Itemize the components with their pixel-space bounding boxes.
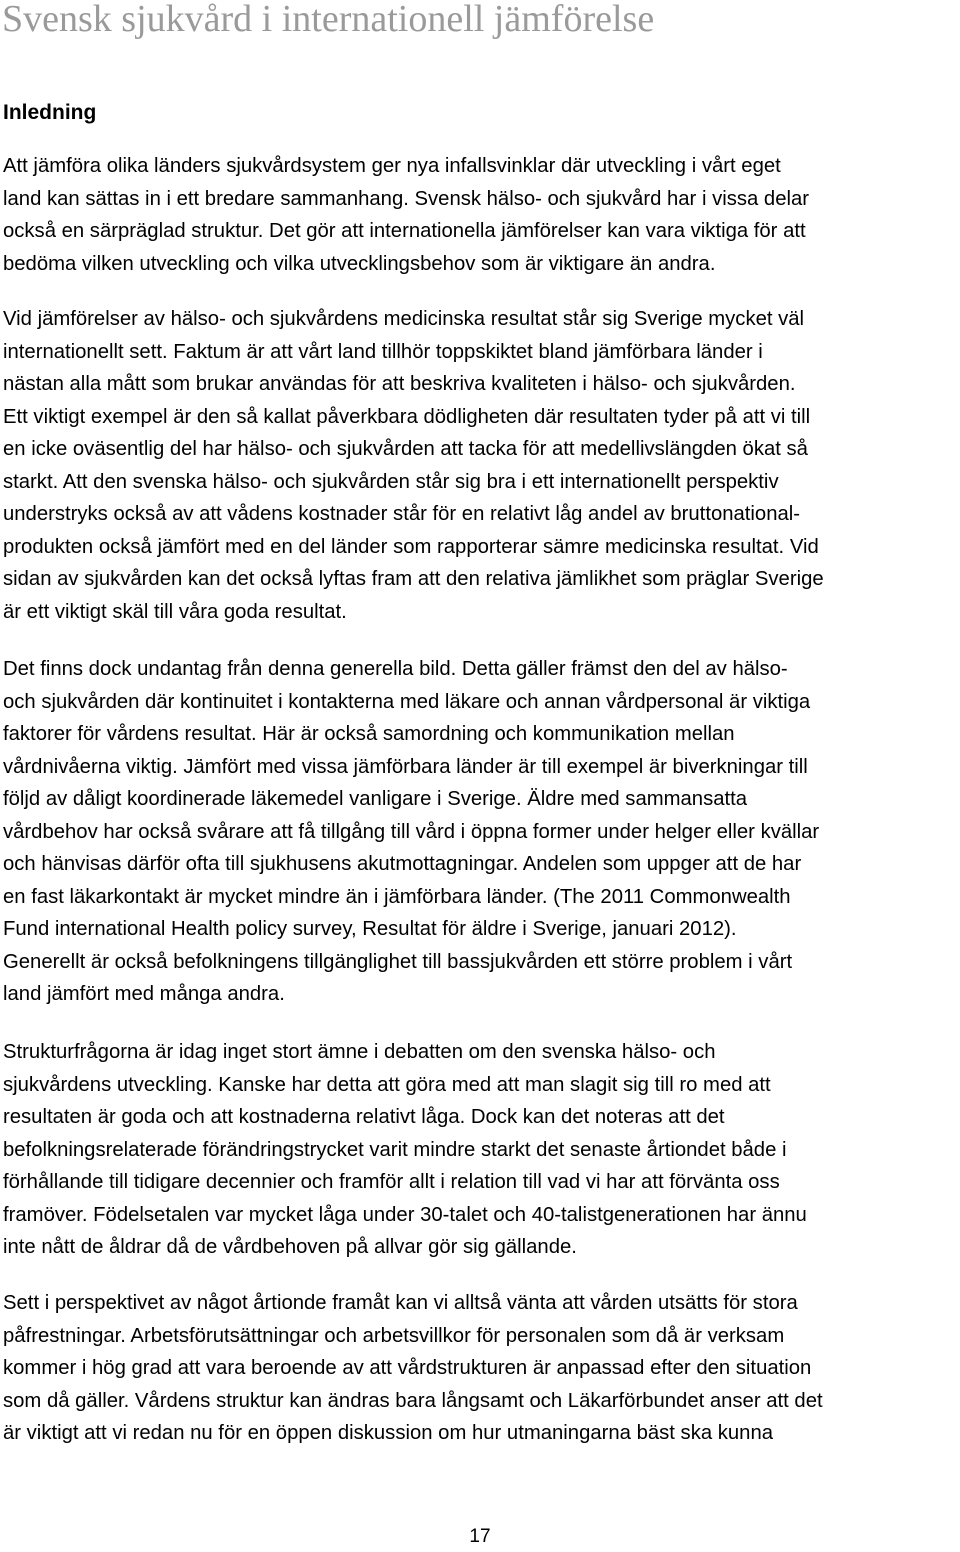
text-line: Ett viktigt exempel är den så kallat påverkbara dödligheten där resultaten tyder på att vi till — [3, 405, 811, 428]
text-line: och sjukvården där kontinuitet i kontakterna med läkare och annan vårdpersonal är viktiga — [3, 690, 811, 713]
paragraph-intro — [3, 150, 960, 280]
paragraph-structural-questions — [3, 1036, 960, 1264]
text-line: nästan alla mått som brukar användas för att beskriva kvaliteten i hälso- och sjukvården. — [3, 373, 796, 395]
text-line: produkten också jämfört med en del länder som rapporterar sämre medicinska resultat. Vid — [3, 535, 819, 558]
text-line: är ett viktigt skäl till våra goda resultat. — [3, 600, 347, 623]
text-line: är viktigt att vi redan nu för en öppen diskussion om hur utmaningarna bäst ska kunna — [3, 1422, 774, 1444]
document-title: Svensk sjukvård i internationell jämförelse — [2, 0, 655, 40]
text-line: också en särpräglad struktur. Det gör att internationella jämförelser kan vara viktiga för att — [3, 220, 806, 242]
text-line: Det finns dock undantag från denna generella bild. Detta gäller främst den del av hälso- — [3, 658, 788, 680]
text-line: understryks också av att vådens kostnader står för en relativt låg andel av bruttonational- — [3, 503, 801, 525]
text-line: vårdnivåerna viktig. Jämfört med vissa jämförbara länder är till exempel är biverkningar till — [3, 755, 808, 778]
text-line: befolkningsrelaterade förändringstrycket varit mindre starkt det senaste årtiondet både i — [3, 1138, 787, 1161]
text-line: faktorer för vårdens resultat. Här är också samordning och kommunikation mellan — [3, 723, 735, 745]
text-line: och hänvisas därför ofta till sjukhusens akutmottagningar. Andelen som uppger att de har — [3, 853, 802, 875]
text-line: en icke oväsentlig del har hälso- och sjukvården att tacka för att medellivslängden ökat så — [3, 438, 808, 460]
text-line: starkt. Att den svenska hälso- och sjukvården står sig bra i ett internationellt perspektiv — [3, 470, 779, 493]
text-line: en fast läkarkontakt är mycket mindre än i jämförbara länder. (The 2011 Commonwealth — [3, 885, 791, 908]
section-heading: Inledning — [3, 101, 97, 124]
text-line: sidan av sjukvården kan det också lyftas fram att den relativa jämlikhet som präglar Sverige — [3, 568, 824, 590]
text-line: påfrestningar. Arbetsförutsättningar och arbetsvillkor för personalen som då är verksam — [3, 1324, 785, 1347]
text-line: Sett i perspektivet av något årtionde framåt kan vi alltså vänta att vården utsätts för stora — [3, 1292, 798, 1314]
text-line: vårdbehov har också svårare att få tillgång till vård i öppna former under helger eller kvällar — [3, 820, 820, 843]
paragraph-future-outlook — [3, 1287, 960, 1450]
text-line: land jämfört med många andra. — [3, 983, 285, 1005]
text-line: Att jämföra olika länders sjukvårdsystem ger nya infallsvinklar där utveckling i vårt eget — [3, 155, 781, 177]
text-line: kommer i hög grad att vara beroende av att vårdstrukturen är anpassad efter den situation — [3, 1357, 812, 1379]
paragraph-medical-results — [3, 303, 960, 628]
text-line: land kan sättas in i ett bredare sammanhang. Svensk hälso- och sjukvård har i vissa delar — [3, 187, 810, 210]
paragraph-exceptions — [3, 653, 960, 1011]
text-line: Strukturfrågorna är idag inget stort ämne i debatten om den svenska hälso- och — [3, 1041, 716, 1063]
text-line: sjukvårdens utveckling. Kanske har detta att göra med att man slagit sig till ro med att — [3, 1073, 771, 1096]
text-line: inte nått de åldrar då de vårdbehoven på allvar gör sig gällande. — [3, 1236, 577, 1258]
page-number: 17 — [469, 1526, 491, 1547]
text-line: Fund international Health policy survey, Resultat för äldre i Sverige, januari 2012). — [3, 918, 737, 940]
text-line: Generellt är också befolkningens tillgänglighet till bassjukvården ett större problem i vårt — [3, 950, 793, 973]
text-line: följd av dåligt koordinerade läkemedel vanligare i Sverige. Äldre med sammansatta — [3, 788, 748, 810]
text-line: framöver. Födelsetalen var mycket låga under 30-talet och 40-talistgenerationen har ännu — [3, 1203, 807, 1226]
text-line: förhållande till tidigare decennier och framför allt i relation till vad vi har att förvänta oss — [3, 1171, 780, 1193]
text-line: internationellt sett. Faktum är att vårt land tillhör toppskiktet bland jämförbara länder i — [3, 340, 763, 363]
text-line: Vid jämförelser av hälso- och sjukvårdens medicinska resultat står sig Sverige mycket väl — [3, 308, 805, 330]
text-line: bedöma vilken utveckling och vilka utvecklingsbehov som är viktigare än andra. — [3, 252, 716, 275]
text-line: resultaten är goda och att kostnaderna relativt låga. Dock kan det noteras att det — [3, 1106, 725, 1128]
text-line: som då gäller. Vårdens struktur kan ändras bara långsamt och Läkarförbundet anser att det — [3, 1389, 823, 1412]
